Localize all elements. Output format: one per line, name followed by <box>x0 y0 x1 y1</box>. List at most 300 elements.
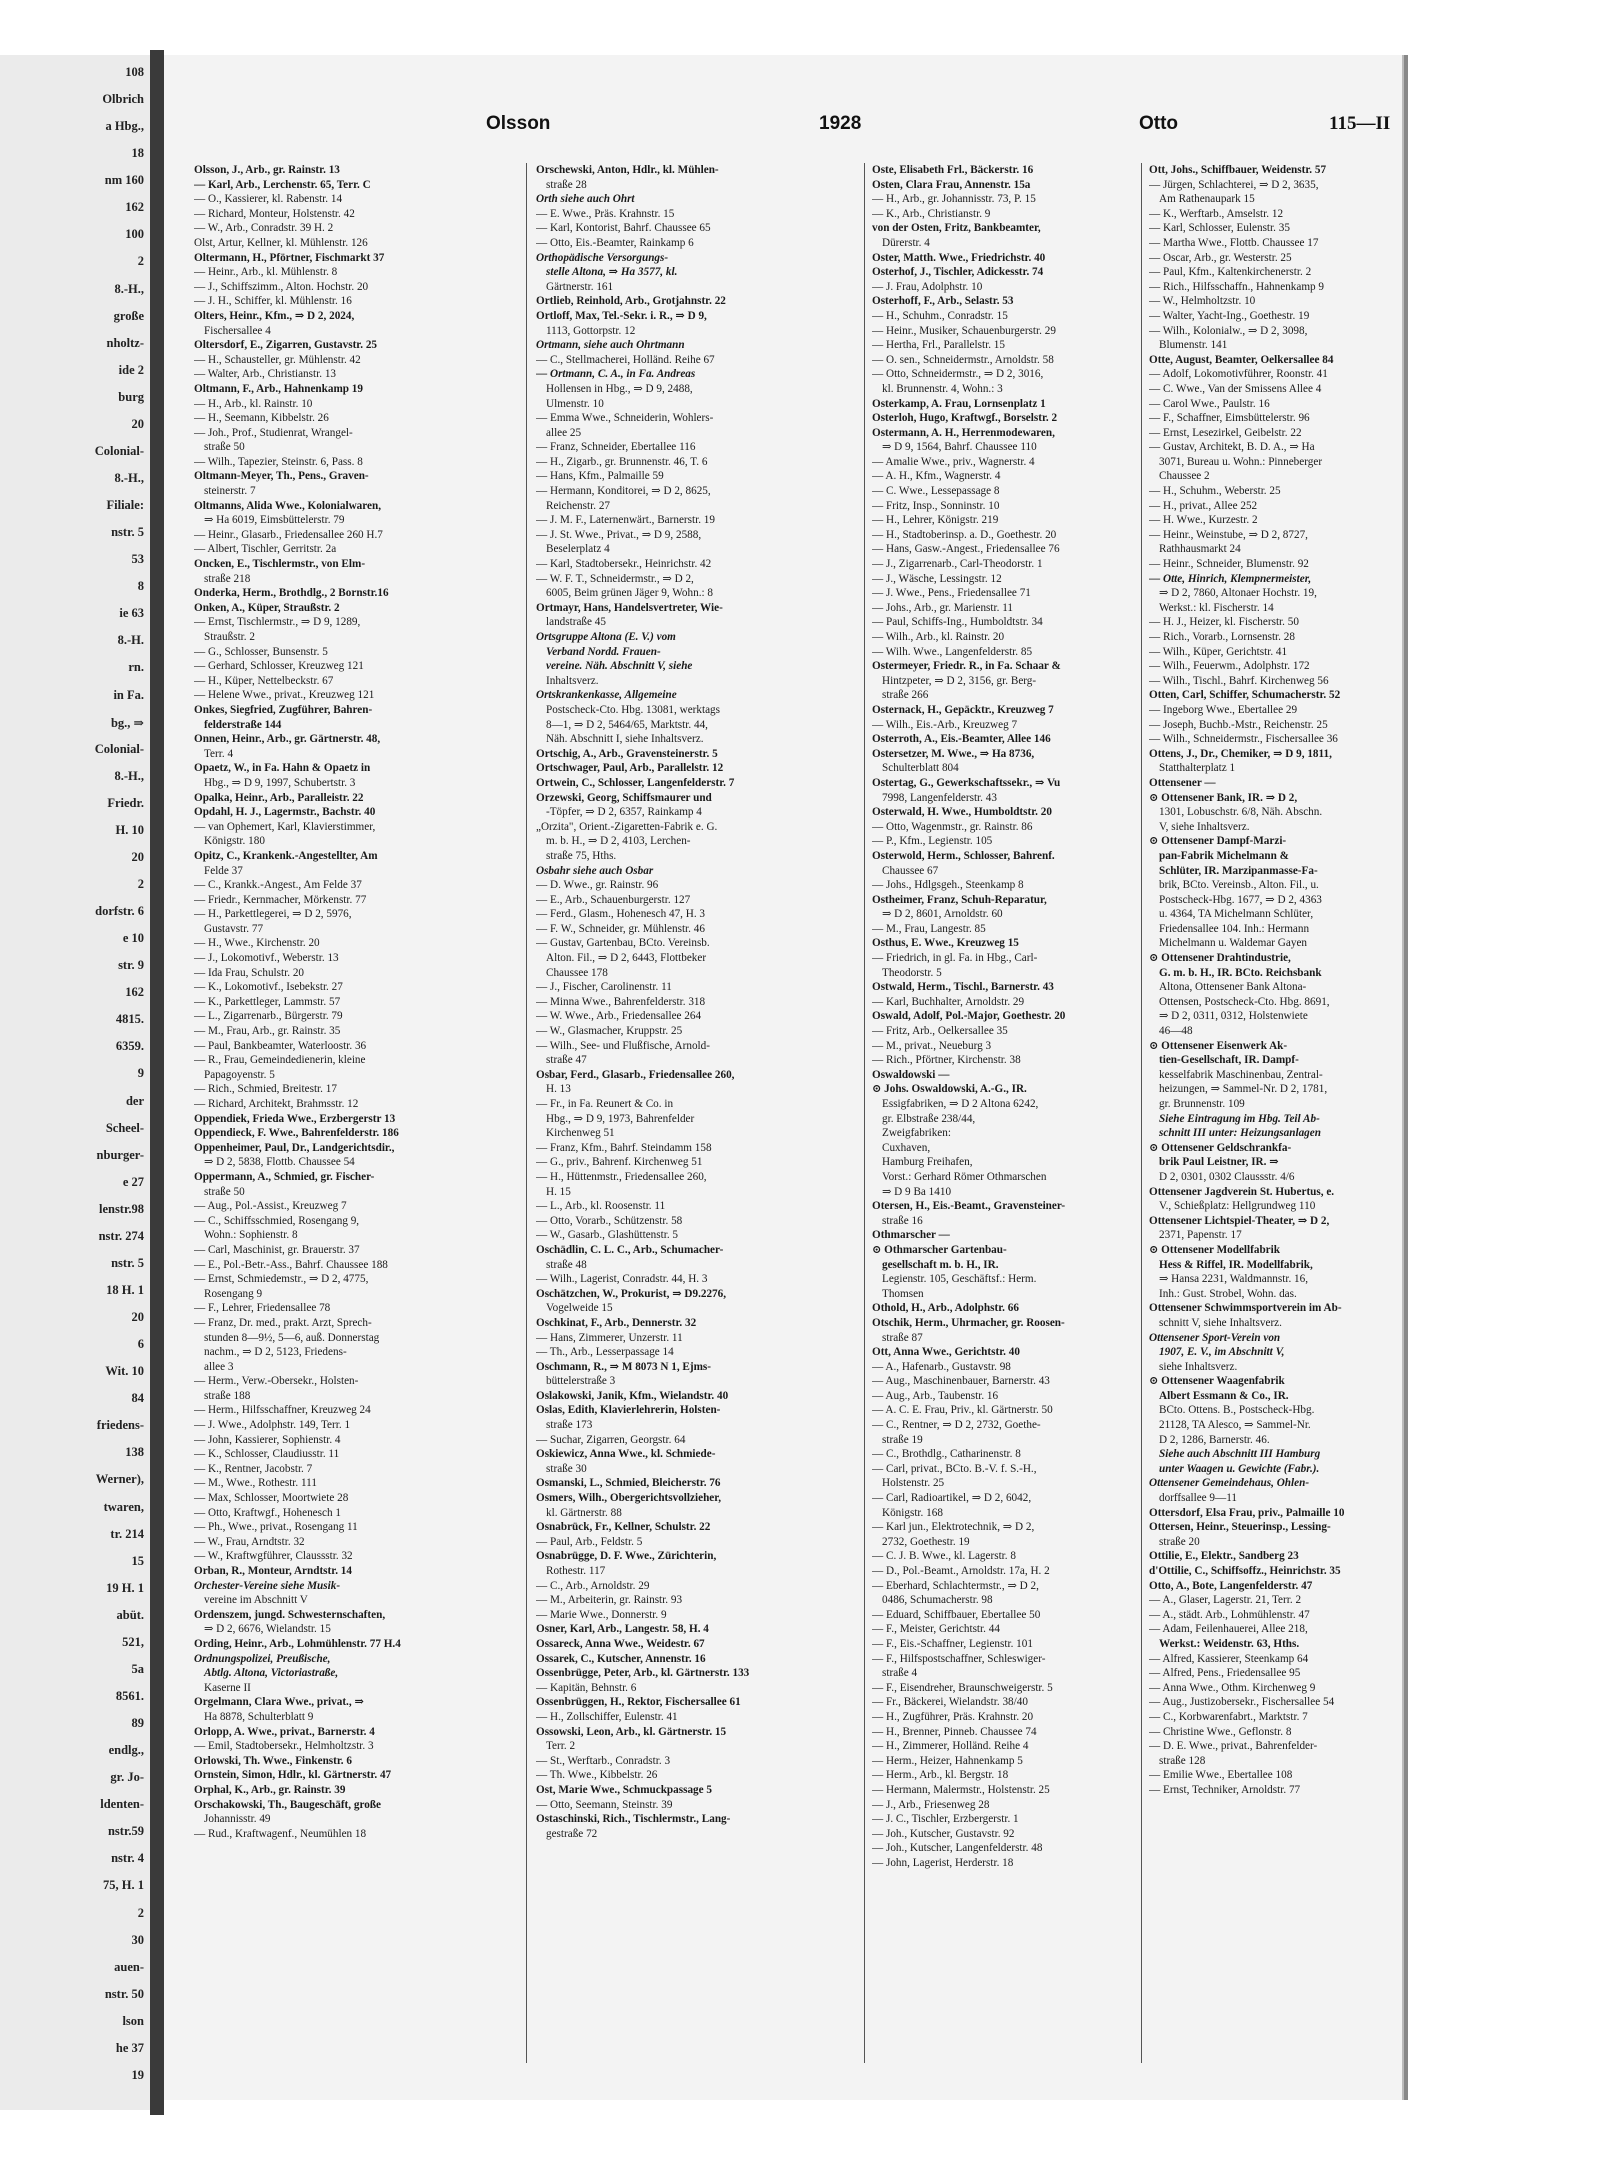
directory-entry-line: Rosengang 9 <box>204 1287 263 1300</box>
directory-entry-line: Orphal, K., Arb., gr. Rainstr. 39 <box>194 1783 346 1796</box>
directory-entry-line: Othmarscher — <box>872 1229 950 1242</box>
directory-entry-line: gesellschaft m. b. H., IR. <box>882 1258 999 1271</box>
directory-entry-line: brik, BCto. Vereinsb., Alton. Fil., u. <box>1159 879 1319 892</box>
strip-fragment: 8.-H. <box>117 633 144 648</box>
directory-entry-line: Ottensener — <box>1149 776 1216 789</box>
directory-entry-line: — H., Seemann, Kibbelstr. 26 <box>194 412 329 425</box>
directory-entry-line: Orban, R., Monteur, Arndtstr. 14 <box>194 1565 352 1577</box>
directory-entry-line: Chaussee 2 <box>1159 470 1210 483</box>
strip-fragment: friedens- <box>96 1418 144 1433</box>
directory-entry-line: Essigfabriken, ⇒ D 2 Altona 6242, <box>882 1098 1039 1110</box>
strip-fragment: ide 2 <box>118 362 144 377</box>
directory-entry-line: m. b. H., ⇒ D 2, 4103, Lerchen- <box>546 835 691 848</box>
strip-fragment: 20 <box>131 1310 144 1325</box>
directory-entry-line: — J. Wwe., Pens., Friedensallee 71 <box>872 587 1031 600</box>
directory-entry-line: Ortmayr, Hans, Handelsvertreter, Wie- <box>536 601 723 614</box>
directory-entry-line: — G., Schlosser, Bunsenstr. 5 <box>194 645 328 658</box>
strip-fragment: 138 <box>125 1445 144 1460</box>
directory-entry-line: — W., Kraftwgführer, Claussstr. 32 <box>194 1550 353 1563</box>
directory-entry-line: Gärtnerstr. 161 <box>546 280 614 293</box>
directory-entry-line: — M., Frau, Langestr. 85 <box>872 922 986 935</box>
directory-entry-line: d'Ottilie, C., Schiffsoffz., Heinrichstr. 35 <box>1149 1565 1341 1577</box>
directory-entry-line: Osterroth, A., Eis.-Beamter, Allee 146 <box>872 733 1051 746</box>
directory-entry-line: Werkst.: Weidenstr. 63, Hths. <box>1159 1637 1300 1650</box>
strip-fragment: abüt. <box>116 1607 144 1622</box>
directory-entry-line: — H., Schausteller, gr. Mühlenstr. 42 <box>194 353 361 366</box>
directory-entry-line: Osterwald, H. Wwe., Humboldtstr. 20 <box>872 806 1052 819</box>
directory-entry-line: — Emil, Stadtobersekr., Helmholtzstr. 3 <box>194 1740 374 1753</box>
directory-entry-line: — Joh., Kutscher, Langenfelderstr. 48 <box>872 1842 1043 1855</box>
directory-entry-line: — Johs., Hdlgsgeh., Steenkamp 8 <box>872 879 1024 892</box>
directory-entry-line: Kaserne II <box>204 1681 251 1694</box>
directory-entry-line: Ordenszem, jungd. Schwesternschaften, <box>194 1608 386 1621</box>
strip-fragment: in Fa. <box>113 687 144 702</box>
directory-entry-line: Hintzpeter, ⇒ D 2, 3156, gr. Berg- <box>882 674 1037 687</box>
strip-fragment: 162 <box>125 985 144 1000</box>
strip-fragment: 108 <box>125 65 144 79</box>
strip-fragment: 75, H. 1 <box>103 1878 144 1893</box>
directory-entry-line: — Walter, Arb., Christianstr. 13 <box>194 368 337 381</box>
directory-entry-line: Ott, Anna Wwe., Gerichtstr. 40 <box>872 1346 1020 1359</box>
directory-entry-line: Straußstr. 2 <box>204 631 255 643</box>
strip-fragment: gr. Jo- <box>110 1770 144 1785</box>
directory-entry-line: pan-Fabrik Michelmann & <box>1159 849 1289 862</box>
directory-entry-line: — Richard, Monteur, Holstenstr. 42 <box>194 207 355 220</box>
directory-entry-line: — Wilh., Kolonialw., ⇒ D 2, 3098, <box>1149 324 1308 337</box>
directory-entry-line: — H. Wwe., Kurzestr. 2 <box>1149 514 1258 527</box>
directory-entry-line: straße 87 <box>882 1331 923 1344</box>
directory-entry-line: — Aug., Pol.-Assist., Kreuzweg 7 <box>194 1200 347 1213</box>
directory-entry-line: allee 3 <box>204 1360 234 1373</box>
directory-entry-line: — Alfred, Pens., Friedensallee 95 <box>1149 1667 1301 1680</box>
strip-fragment: 53 <box>131 552 144 567</box>
directory-entry-line: — Wilh., Küper, Gerichtstr. 41 <box>1149 645 1288 658</box>
strip-fragment: der <box>125 1093 144 1108</box>
directory-entry-line: — L., Zigarrenarb., Bürgerstr. 79 <box>194 1010 343 1023</box>
directory-entry-line: — C., Krankk.-Angest., Am Felde 37 <box>194 879 362 892</box>
directory-entry-line: landstraße 45 <box>546 616 606 629</box>
directory-entry-line: — Suchar, Zigarren, Georgstr. 64 <box>536 1433 686 1446</box>
strip-fragment: 8.-H., <box>114 281 144 296</box>
running-head <box>164 113 1404 143</box>
directory-entry-line: — Karl, Arb., Lerchenstr. 65, Terr. C <box>194 178 371 191</box>
directory-entry-line: Ottensener Lichtspiel-Theater, ⇒ D 2, <box>1149 1214 1330 1227</box>
directory-entry-line: — J., Fischer, Carolinenstr. 11 <box>536 981 672 994</box>
directory-entry-line: Dürerstr. 4 <box>882 236 930 249</box>
directory-entry-line: — Kapitän, Behnstr. 6 <box>536 1681 637 1694</box>
strip-fragment: nstr. 4 <box>111 1851 144 1866</box>
directory-entry-line: Ostheimer, Franz, Schuh-Reparatur, <box>872 893 1047 906</box>
directory-entry-line: Kirchenweg 51 <box>546 1127 615 1140</box>
directory-entry-line: „Orzita", Orient.-Zigaretten-Fabrik e. G. <box>536 820 718 833</box>
directory-entry-line: — Franz, Dr. med., prakt. Arzt, Sprech- <box>194 1316 372 1329</box>
directory-entry-line: Ostermann, A. H., Herrenmodewaren, <box>872 426 1055 439</box>
directory-entry-line: Othold, H., Arb., Adolphstr. 66 <box>872 1302 1019 1315</box>
strip-fragment: 8561. <box>115 1689 144 1703</box>
directory-entry-line: vereine. Näh. Abschnitt V, siehe <box>546 660 693 673</box>
directory-entry-line: Orth siehe auch Ohrt <box>536 193 635 206</box>
directory-entry-line: — Marie Wwe., Donnerstr. 9 <box>536 1608 667 1621</box>
directory-entry-line: Ording, Heinr., Arb., Lohmühlenstr. 77 H.4 <box>194 1637 401 1650</box>
directory-entry-line: Ortschig, A., Arb., Gravensteinerstr. 5 <box>536 747 718 760</box>
directory-entry-line: 3071, Bureau u. Wohn.: Pinneberger <box>1159 455 1323 468</box>
directory-entry-line: — K., Parkettleger, Lammstr. 57 <box>194 995 341 1008</box>
directory-entry-line: — Karl, Kontorist, Bahrf. Chaussee 65 <box>536 222 711 235</box>
directory-entry-line: — Fr., in Fa. Reunert & Co. in <box>536 1098 674 1110</box>
directory-entry-line: — Otto, Schneidermstr., ⇒ D 2, 3016, <box>872 368 1044 381</box>
directory-entry-line: büttelerstraße 3 <box>546 1375 616 1388</box>
directory-entry-line: — Hans, Kfm., Palmaille 59 <box>536 470 664 483</box>
directory-entry-line: Ott, Johs., Schiffbauer, Weidenstr. 57 <box>1149 164 1327 176</box>
directory-entry-line: Hollensen in Hbg., ⇒ D 9, 2488, <box>546 382 693 395</box>
directory-entry-line: ⇒ D 2, 7860, Altonaer Hochstr. 19, <box>1159 587 1317 600</box>
directory-entry-line: — Herm., Heizer, Hahnenkamp 5 <box>872 1754 1023 1767</box>
directory-column-4 <box>1149 163 1399 2063</box>
directory-entry-line: 7998, Langenfelderstr. 43 <box>882 791 997 804</box>
directory-entry-line: 0486, Schumacherstr. 98 <box>882 1594 993 1607</box>
directory-entry-line: Hbg., ⇒ D 9, 1997, Schubertstr. 3 <box>204 776 356 789</box>
directory-entry-line: Ossenbrüggen, H., Rektor, Fischersallee 61 <box>536 1696 741 1709</box>
strip-fragment: Filiale: <box>106 498 144 513</box>
directory-entry-line: Ossareck, Anna Wwe., Weidestr. 67 <box>536 1637 705 1650</box>
directory-entry-line: schnitt III unter: Heizungsanlagen <box>1159 1127 1321 1140</box>
directory-entry-line: — P., Kfm., Legienstr. 105 <box>872 835 993 848</box>
directory-entry-line: heizungen, ⇒ Sammel-Nr. D 2, 1781, <box>1159 1083 1328 1096</box>
directory-entry-line: Ostermeyer, Friedr. R., in Fa. Schaar & <box>872 660 1061 673</box>
directory-entry-line: — J., Schiffszimm., Alton. Hochstr. 20 <box>194 280 369 293</box>
directory-entry-line: — Franz, Kfm., Bahrf. Steindamm 158 <box>536 1141 712 1154</box>
directory-entry-line: — Ingeborg Wwe., Ebertallee 29 <box>1149 703 1298 716</box>
strip-fragment: Friedr. <box>107 795 144 810</box>
directory-entry-line: Oswaldowski — <box>872 1068 950 1081</box>
directory-entry-line: 2371, Papenstr. 17 <box>1159 1229 1242 1242</box>
directory-entry-line: Altona, Ottensener Bank Altona- <box>1159 981 1307 994</box>
directory-entry-line: — Ernst, Schmiedemstr., ⇒ D 2, 4775, <box>194 1273 369 1286</box>
directory-entry-line: Holstenstr. 25 <box>882 1477 945 1490</box>
directory-entry-line: straße 28 <box>546 178 587 191</box>
strip-fragment: 19 H. 1 <box>106 1580 144 1595</box>
directory-entry-line: — Hermann, Malermstr., Holstenstr. 25 <box>872 1783 1050 1796</box>
directory-entry-line: — O. sen., Schneidermstr., Arnoldstr. 58 <box>872 353 1054 366</box>
directory-entry-line: Ostersetzer, M. Wwe., ⇒ Ha 8736, <box>872 747 1035 760</box>
directory-entry-line: Zweigfabriken: <box>882 1127 951 1140</box>
directory-entry-line: — H., Schuhm., Conradstr. 15 <box>872 309 1008 322</box>
directory-entry-line: — C., Stellmacherei, Holländ. Reihe 67 <box>536 353 715 366</box>
directory-entry-line: straße 75, Hths. <box>546 849 617 862</box>
directory-entry-line: — J. M. F., Laternenwärt., Barnerstr. 19 <box>536 514 715 527</box>
strip-fragment: lenstr.98 <box>98 1201 144 1216</box>
directory-entry-line: — A., Glaser, Lagerstr. 21, Terr. 2 <box>1149 1594 1302 1607</box>
directory-entry-line: — Ortmann, C. A., in Fa. Andreas <box>536 368 696 381</box>
strip-fragment: 4815. <box>115 1012 144 1027</box>
directory-entry-line: Orlopp, A. Wwe., privat., Barnerstr. 4 <box>194 1725 375 1738</box>
strip-fragment: 5a <box>131 1661 144 1676</box>
directory-entry-line: Ordnungspolizei, Preußische, <box>194 1652 331 1665</box>
directory-entry-line: kl. Gärtnerstr. 88 <box>546 1506 622 1519</box>
directory-entry-line: — W., Glasmacher, Kruppstr. 25 <box>536 1025 683 1038</box>
directory-entry-line: — H., Zigarb., gr. Brunnenstr. 46, T. 6 <box>536 455 708 468</box>
directory-entry-line: Oltermann, H., Pförtner, Fischmarkt 37 <box>194 251 385 264</box>
strip-fragment: str. 9 <box>118 958 144 973</box>
directory-entry-line: — J. Wwe., Adolphstr. 149, Terr. 1 <box>194 1419 351 1432</box>
directory-entry-line: Ottensen, Postscheck-Cto. Hbg. 8691, <box>1159 995 1330 1008</box>
directory-entry-line: V, siehe Inhaltsverz. <box>1159 820 1250 833</box>
directory-entry-line: — K., Schlosser, Claudiusstr. 11 <box>194 1448 340 1461</box>
directory-entry-line: kesselfabrik Maschinenbau, Zentral- <box>1159 1068 1323 1081</box>
directory-entry-line: Oslas, Edith, Klavierlehrerin, Holsten- <box>536 1404 721 1417</box>
directory-entry-line: ⊙ Ottensener Dampf-Marzi- <box>1149 835 1287 848</box>
directory-entry-line: — John, Kassierer, Sophienstr. 4 <box>194 1433 341 1446</box>
directory-entry-line: Osmers, Wilh., Obergerichtsvollzieher, <box>536 1492 721 1505</box>
directory-entry-line: Näh. Abschnitt I, siehe Inhaltsverz. <box>546 733 704 746</box>
directory-entry-line: Osthus, E. Wwe., Kreuzweg 15 <box>872 937 1019 950</box>
directory-entry-line: — G., priv., Bahrenf. Kirchenweg 51 <box>536 1156 703 1169</box>
directory-entry-line: Onnen, Heinr., Arb., gr. Gärtnerstr. 48, <box>194 733 381 746</box>
strip-fragment: 6 <box>137 1337 144 1352</box>
directory-entry-line: — C., Brothdlg., Catharinenstr. 8 <box>872 1448 1021 1461</box>
directory-entry-line: — Herm., Verw.-Obersekr., Holsten- <box>194 1375 359 1388</box>
strip-fragment: nholtz- <box>106 335 144 350</box>
strip-fragment: H. 10 <box>115 822 144 837</box>
strip-fragment: 100 <box>125 227 144 242</box>
directory-entry-line: — D. Wwe., gr. Rainstr. 96 <box>536 879 659 892</box>
directory-entry-line: — Wilh., Arb., kl. Rainstr. 20 <box>872 631 1005 643</box>
directory-entry-line: Osnabrück, Fr., Kellner, Schulstr. 22 <box>536 1521 711 1534</box>
strip-fragment: 15 <box>131 1553 144 1568</box>
directory-entry-line: — F., Hilfspostschaffner, Schleswiger- <box>872 1652 1046 1665</box>
directory-entry-line: ⊙ Ottensener Eisenwerk Ak- <box>1149 1039 1288 1052</box>
directory-entry-line: straße 30 <box>546 1462 587 1475</box>
directory-entry-line: — Martha Wwe., Flottb. Chaussee 17 <box>1149 236 1319 249</box>
directory-entry-line: Ostwald, Herm., Tischl., Barnerstr. 43 <box>872 981 1054 994</box>
directory-entry-line: — H., Arb., gr. Johannisstr. 73, P. 15 <box>872 193 1036 206</box>
directory-entry-line: Oschädlin, C. L. C., Arb., Schumacher- <box>536 1243 724 1256</box>
directory-entry-line: 1907, E. V., im Abschnitt V, <box>1159 1346 1285 1359</box>
strip-fragment: bg., ⇒ <box>110 715 144 730</box>
running-head-year: 1928 <box>819 113 862 134</box>
directory-entry-line: — Gerhard, Schlosser, Kreuzweg 121 <box>194 660 364 673</box>
directory-entry-line: — R., Frau, Gemeindedienerin, kleine <box>194 1054 366 1067</box>
directory-entry-line: — Herm., Arb., kl. Bergstr. 18 <box>872 1769 1009 1782</box>
directory-entry-line: steinerstr. 7 <box>204 485 256 498</box>
directory-entry-line: Osterhof, J., Tischler, Adickesstr. 74 <box>872 266 1044 279</box>
directory-entry-line: — Ida Frau, Schulstr. 20 <box>194 966 305 979</box>
directory-entry-line: Siehe Eintragung im Hbg. Teil Ab- <box>1159 1112 1320 1125</box>
directory-entry-line: — F. W., Schneider, gr. Mühlenstr. 46 <box>536 922 705 935</box>
directory-entry-line: — A. H., Kfm., Wagnerstr. 4 <box>872 470 1001 483</box>
directory-entry-line: — C., Arb., Arnoldstr. 29 <box>536 1579 650 1592</box>
directory-entry-line: — Eberhard, Schlachtermstr., ⇒ D 2, <box>872 1579 1039 1592</box>
directory-entry-line: Osterwold, Herm., Schlosser, Bahrenf. <box>872 849 1055 862</box>
strip-fragment: 84 <box>131 1391 144 1406</box>
directory-page <box>164 55 1404 2100</box>
directory-entry-line: Oslakowski, Janik, Kfm., Wielandstr. 40 <box>536 1389 729 1402</box>
directory-entry-line: Orchester-Vereine siehe Musik- <box>194 1579 341 1592</box>
directory-entry-line: Chaussee 178 <box>546 966 608 979</box>
directory-entry-line: Ottensener Gemeindehaus, Ohlen- <box>1149 1477 1310 1490</box>
directory-entry-line: — F., Lehrer, Friedensallee 78 <box>194 1302 331 1315</box>
directory-entry-line: Ossowski, Leon, Arb., kl. Gärtnerstr. 15 <box>536 1725 727 1738</box>
directory-entry-line: — Emilie Wwe., Ebertallee 108 <box>1149 1769 1293 1782</box>
directory-entry-line: — A., Hafenarb., Gustavstr. 98 <box>872 1360 1011 1373</box>
directory-entry-line: — W., Gasarb., Glashüttenstr. 5 <box>536 1229 679 1242</box>
strip-fragment: 2 <box>137 877 144 891</box>
strip-fragment: nstr.59 <box>107 1824 144 1839</box>
directory-entry-line: Onderka, Herm., Brothdlg., 2 Bornstr.16 <box>194 587 389 600</box>
page-edge <box>1404 55 1408 2100</box>
directory-entry-line: Schulterblatt 804 <box>882 762 959 775</box>
directory-entry-line: — Hermann, Konditorei, ⇒ D 2, 8625, <box>536 485 711 498</box>
directory-entry-line: Postscheck-Cto. Hbg. 13081, werktags <box>546 703 721 716</box>
directory-entry-line: — J., Arb., Friesenweg 28 <box>872 1798 990 1811</box>
directory-entry-line: Otto, A., Bote, Langenfelderstr. 47 <box>1149 1579 1313 1592</box>
directory-entry-line: Ottilie, E., Elektr., Sandberg 23 <box>1149 1550 1299 1563</box>
directory-entry-line: — Aug., Arb., Taubenstr. 16 <box>872 1389 999 1402</box>
directory-entry-line: Ulmenstr. 10 <box>546 397 604 410</box>
column-rule <box>526 163 527 2063</box>
strip-fragment: twaren, <box>103 1499 144 1514</box>
directory-entry-line: — Rich., Pförtner, Kirchenstr. 38 <box>872 1054 1021 1067</box>
directory-entry-line: — Carl, Radioartikel, ⇒ D 2, 6042, <box>872 1492 1032 1505</box>
directory-entry-line: Opalka, Heinr., Arb., Paralleistr. 22 <box>194 791 364 804</box>
directory-entry-line: brik Paul Leistner, IR. ⇒ <box>1159 1156 1279 1169</box>
directory-entry-line: straße 47 <box>546 1054 587 1067</box>
strip-fragment: 8.-H., <box>114 471 144 485</box>
strip-fragment: dorfstr. 6 <box>95 904 144 919</box>
strip-fragment: 162 <box>125 200 144 215</box>
directory-entry-line: Onkes, Siegfried, Zugführer, Bahren- <box>194 703 373 716</box>
directory-column-1 <box>194 163 516 2063</box>
strip-fragment: Wit. 10 <box>105 1364 144 1379</box>
directory-entry-line: — Rich., Vorarb., Lornsenstr. 28 <box>1149 631 1295 643</box>
directory-entry-line: — Ph., Wwe., privat., Rosengang 11 <box>194 1521 358 1534</box>
directory-entry-line: V., Schießplatz: Hellgrundweg 110 <box>1159 1200 1316 1213</box>
directory-entry-line: Ossenbrügge, Peter, Arb., kl. Gärtnerstr. 133 <box>536 1667 750 1680</box>
directory-entry-line: von der Osten, Fritz, Bankbeamter, <box>872 222 1041 235</box>
directory-entry-line: — Ernst, Techniker, Arnoldstr. 77 <box>1149 1783 1301 1796</box>
directory-entry-line: dorffsallee 9—11 <box>1159 1492 1237 1505</box>
directory-entry-line: — Otto, Eis.-Beamter, Rainkamp 6 <box>536 236 694 249</box>
directory-entry-line: straße 19 <box>882 1433 923 1446</box>
directory-entry-line: Otten, Carl, Schiffer, Schumacherstr. 52 <box>1149 689 1341 702</box>
directory-entry-line: — Carl, Maschinist, gr. Brauerstr. 37 <box>194 1243 360 1256</box>
adjacent-page-strip <box>0 55 153 2110</box>
directory-entry-line: allee 25 <box>546 426 582 439</box>
strip-fragment: 8.-H., <box>114 768 144 783</box>
directory-entry-line: — Ferd., Glasm., Hohenesch 47, H. 3 <box>536 908 706 921</box>
directory-entry-line: Ottensener Jagdverein St. Hubertus, e. <box>1149 1185 1335 1198</box>
directory-entry-line: Oppendieck, F. Wwe., Bahrenfelderstr. 186 <box>194 1127 399 1140</box>
directory-entry-line: Ortschwager, Paul, Arb., Parallelstr. 12 <box>536 762 724 775</box>
directory-entry-line: Oppendiek, Frieda Wwe., Erzbergerstr 13 <box>194 1112 396 1125</box>
directory-entry-line: 6005, Beim grünen Jäger 9, Wohn.: 8 <box>546 587 713 600</box>
directory-entry-line: Oltmann, F., Arb., Hahnenkamp 19 <box>194 382 363 395</box>
strip-fragment: a Hbg., <box>105 119 144 134</box>
directory-entry-line: — Minna Wwe., Bahrenfelderstr. 318 <box>536 995 706 1008</box>
directory-entry-line: Michelmann u. Waldemar Gayen <box>1159 937 1308 950</box>
directory-entry-line: ⊙ Ottensener Modellfabrik <box>1149 1243 1280 1256</box>
page-number: 115—II <box>1329 113 1391 134</box>
directory-entry-line: Abtlg. Altona, Victoriastraße, <box>204 1667 339 1680</box>
directory-entry-line: — E., Arb., Schauenburgerstr. 127 <box>536 893 691 906</box>
directory-entry-line: — H., Lehrer, Königstr. 219 <box>872 514 999 527</box>
directory-entry-line: — Friedrich, in gl. Fa. in Hbg., Carl- <box>872 952 1038 965</box>
directory-entry-line: — Wilh., Tischl., Bahrf. Kirchenweg 56 <box>1149 674 1329 687</box>
directory-entry-line: — van Ophemert, Karl, Klavierstimmer, <box>194 820 376 833</box>
strip-fragment: endlg., <box>108 1743 144 1758</box>
directory-entry-line: — Wilh., Schneidermstr., Fischersallee 36 <box>1149 733 1338 746</box>
directory-entry-line: ⇒ D 2, 6676, Wielandstr. 15 <box>204 1623 331 1636</box>
directory-entry-line: Wohn.: Sophienstr. 8 <box>204 1229 298 1242</box>
directory-entry-line: — Wilh., Tapezier, Steinstr. 6, Pass. 8 <box>194 455 363 468</box>
directory-entry-line: Ortmann, siehe auch Ohrtmann <box>536 339 685 352</box>
directory-entry-line: — Paul, Arb., Feldstr. 5 <box>536 1535 643 1548</box>
directory-entry-line: Ortwein, C., Schlosser, Langenfelderstr. 7 <box>536 776 735 789</box>
strip-fragment: nstr. 5 <box>111 525 144 540</box>
directory-entry-line: — Aug., Maschinenbauer, Barnerstr. 43 <box>872 1375 1050 1388</box>
directory-entry-line: Oppenheimer, Paul, Dr., Landgerichtsdir., <box>194 1141 395 1154</box>
directory-entry-line: Hess & Riffel, IR. Modellfabrik, <box>1159 1258 1313 1271</box>
directory-entry-line: — Helene Wwe., privat., Kreuzweg 121 <box>194 689 375 702</box>
directory-entry-line: — D. E. Wwe., privat., Bahrenfelder- <box>1149 1740 1318 1753</box>
directory-entry-line: Otte, August, Beamter, Oelkersallee 84 <box>1149 353 1334 366</box>
directory-entry-line: ⊙ Ottensener Drahtindustrie, <box>1149 952 1291 965</box>
directory-entry-line: — H., Brenner, Pinneb. Chaussee 74 <box>872 1725 1037 1738</box>
directory-entry-line: — M., Wwe., Rothestr. 111 <box>194 1477 317 1490</box>
directory-entry-line: Vorst.: Gerhard Römer Othmarschen <box>882 1170 1047 1183</box>
directory-entry-line: Papagoyenstr. 5 <box>204 1068 275 1081</box>
directory-entry-line: — Aug., Justizobersekr., Fischersallee 54 <box>1149 1696 1335 1709</box>
strip-fragment: 521, <box>122 1634 144 1649</box>
directory-entry-line: Beselerplatz 4 <box>546 543 610 556</box>
strip-fragment: 20 <box>131 849 144 864</box>
directory-entry-line: straße 4 <box>882 1667 918 1680</box>
directory-entry-line: — Otto, Wagenmstr., gr. Rainstr. 86 <box>872 820 1033 833</box>
directory-entry-line: 21128, TA Alesco, ⇒ Sammel-Nr. <box>1159 1419 1311 1432</box>
directory-entry-line: — Adam, Feilenhauerei, Allee 218, <box>1149 1623 1308 1636</box>
directory-entry-line: Werkst.: kl. Fischerstr. 14 <box>1159 601 1274 614</box>
directory-entry-line: Oste, Elisabeth Frl., Bäckerstr. 16 <box>872 164 1034 176</box>
strip-fragment: lson <box>122 2013 144 2028</box>
directory-entry-line: — Christine Wwe., Geflonstr. 8 <box>1149 1725 1292 1738</box>
directory-entry-line: — Anna Wwe., Othm. Kirchenweg 9 <box>1149 1681 1316 1694</box>
directory-entry-line: — Carol Wwe., Paulstr. 16 <box>1149 397 1270 410</box>
directory-entry-line: — Herm., Hilfsschaffner, Kreuzweg 24 <box>194 1404 371 1417</box>
directory-entry-line: Chaussee 67 <box>882 864 939 877</box>
directory-entry-line: — Th. Wwe., Kibbelstr. 26 <box>536 1769 658 1782</box>
directory-entry-line: straße 48 <box>546 1258 587 1271</box>
directory-entry-line: Oster, Matth. Wwe., Friedrichstr. 40 <box>872 251 1046 264</box>
directory-entry-line: — Alfred, Kassierer, Steenkamp 64 <box>1149 1652 1309 1665</box>
directory-entry-line: — K., Rentner, Jacobstr. 7 <box>194 1462 313 1475</box>
directory-entry-line: — Heinr., Musiker, Schauenburgerstr. 29 <box>872 324 1056 337</box>
directory-entry-line: — Fr., Bäckerei, Wielandstr. 38/40 <box>872 1696 1028 1709</box>
directory-entry-line: — Th., Arb., Lesserpassage 14 <box>536 1346 674 1359</box>
directory-entry-line: 2732, Goethestr. 19 <box>882 1535 970 1548</box>
directory-entry-line: — J. H., Schiffer, kl. Mühlenstr. 16 <box>194 295 352 308</box>
column-rule <box>864 163 865 2063</box>
strip-fragment: auen- <box>114 1959 144 1974</box>
directory-entry-line: ⊙ Ottensener Waagenfabrik <box>1149 1375 1285 1388</box>
directory-entry-line: — J. Frau, Adolphstr. 10 <box>872 280 983 293</box>
directory-entry-line: — Gustav, Architekt, B. D. A., ⇒ Ha <box>1149 441 1315 454</box>
directory-entry-line: — Karl jun., Elektrotechnik, ⇒ D 2, <box>872 1521 1035 1534</box>
directory-entry-line: Ottensener Schwimmsportverein im Ab- <box>1149 1302 1342 1315</box>
directory-entry-line: G. m. b. H., IR. BCto. Reichsbank <box>1159 966 1322 979</box>
strip-fragment: 8 <box>137 579 144 594</box>
directory-entry-line: — Hertha, Frl., Parallelstr. 15 <box>872 339 1005 352</box>
directory-entry-line: — H., privat., Allee 252 <box>1149 499 1258 512</box>
